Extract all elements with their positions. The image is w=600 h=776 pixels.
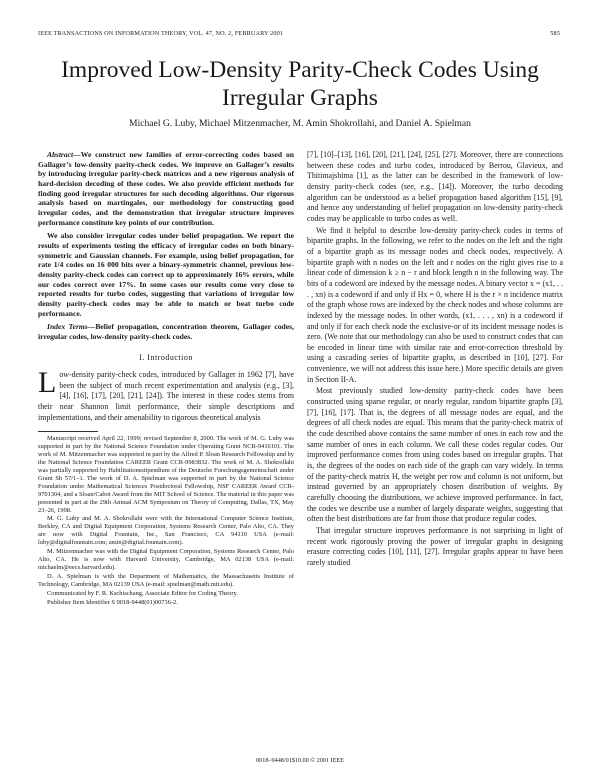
abstract-lead: Abstract— (47, 150, 81, 159)
paper-title: Improved Low-Density Parity-Check Codes Using Irregular Graphs (61, 57, 539, 111)
introduction-paragraph: Low-density parity-check codes, introduced by Gallager in 1962 [7], have been the subject of much recent experimentation and analysis (e.g., [3], [4], [16], [17], [20], [21], [24]). The interest in these codes stems from their near Shannon limit performance, their simple descriptions and implementations, and their amenability to rigorous theoretical analysis (38, 366, 294, 422)
body-paragraph-bipartite: We find it helpful to describe low-density parity-check codes in terms of bipartite graphs. In the following, we refer to the nodes on the left and the right of a bipartite graph as its message nodes and check nodes, respectively. A bipartite graph with n nodes on the left and r nodes on the right gives rise to a linear code of dimension k ≥ n − r and block length n in the following way. The bits of a codeword are indexed by the message nodes. A binary vector x = (x1, . . . , xn) is a codeword if and only if Hx = 0, where H is the r × n incidence matrix of the graph whose rows are indexed by the check nodes and whose columns are indexed by the message nodes. In other words, (x1, . . . , xn) is a codeword if and only if for each check node the exclusive-or of its incident message nodes is zero. (We note that our methodology can also be used to construct codes that can be encoded in linear time with similar rate and error-correction threshold by using a cascading series of bipartite graphs, as described in [10], [27]. For convenience, we will not address this issue here.) More specific details are given in Section II-A. (307, 225, 563, 384)
index-terms-text: Belief propagation, concentration theorem, Gallager codes, irregular codes, low-density parity-check codes. (38, 322, 294, 341)
abstract-paragraph-1 (38, 150, 294, 227)
page-number: 585 (550, 30, 560, 37)
section-heading-introduction: I. Introduction (139, 353, 193, 363)
footnotes (38, 435, 294, 606)
abstract-paragraph-2: We also consider irregular codes under belief propagation. We report the results of experiments testing the efficacy of irregular codes on both binary-symmetric and Gaussian channels. For example, using belief propagation, for rate 1/4 codes on 16 000 bits over a binary-symmetric channel, previous low-density parity-check codes can correct up to approximately 16% errors, while our codes correct over 17%. In some cases our results come very close to reported results for turbo codes, suggesting that variations of irregular low density parity-check codes may be able to match or beat turbo code performance. (38, 231, 294, 318)
body-paragraph-irregular: That irregular structure improves performance is not surprising in light of recent work rigorously proving the power of irregular graphs in designing erasure correcting codes [10], [11], [27]. Irregular graphs appear to have been rarely studied (307, 525, 563, 567)
body-paragraph-regular-codes: Most previously studied low-density parity-check codes have been constructed using sparse regular, or nearly regular, random bipartite graphs [3], [7], [16], [17]. That is, the degrees of all message nodes are equal, and the degrees of all check nodes are equal. This means that the parity-check matrix of the code described above contains the same number of ones in each row and the same number of ones in each column. We call these codes regular codes. Our improved performance comes from using codes based on irregular graphs. That is, the degrees of the nodes on each side of the graph can vary widely. In terms of the parity-check matrix H, the weight per row and column is not uniform, but instead governed by an appropriately chosen distribution of weights. By carefully choosing the distributions, we achieve improved performance. In fact, the codes we describe use a number of largely disparate weights, suggesting that often the best distributions are far from those that produce regular codes. (307, 386, 563, 524)
body-paragraph-continued: [7], [10]–[13], [16], [20], [21], [24], [25], [27]. Moreover, there are connections between these codes and turbo codes, introduced by Berrou, Glavieux, and Thitimajshima [1], as the latter can be described in the framework of low-density parity-check codes (see, e.g., [14]). Moreover, the turbo decoding algorithm can be understood as a belief propagation based algorithm [15], [9], and hence any understanding of belief propagation on low-density parity-check codes may be applicable to turbo codes as well. (307, 150, 563, 223)
footnote-publisher-id: Publisher Item Identifier S 0018-9448(01)00736-2. (47, 598, 178, 606)
footnote-mitzenmacher: M. Mitzenmacher was with the Digital Equipment Corporation, Systems Research Center, Palo Alto, CA. He is now with Harvard University, Cambridge, MA 02138 USA (e-mail: michaelm@eecs.harvard.edu). (38, 548, 294, 571)
footnote-luby-shokrollahi: M. G. Luby and M. A. Shokrollahi were with the International Computer Science Institute, Berkley, CA and Digital Equipment Corporation, Systems Research Center, Palo Alto, CA. They are now with Digital Fountain, Inc., San Francisco, CA 94110 USA (e-mail: luby@digitalfountain.com; amin@digital.fountain.com). (38, 515, 294, 547)
running-header (38, 30, 560, 37)
copyright-footer: 0018–9448/01$10.00 © 2001 IEEE (256, 757, 344, 764)
author-list: Michael G. Luby, Michael Mitzenmacher, M. Amin Shokrollahi, and Daniel A. Spielman (129, 118, 471, 129)
abstract-text-1: We construct new families of error-correcting codes based on Gallager’s low-density parity-check codes. We improve on Gallager’s results by introducing irregular parity-check matrices and a new rigorous analysis of hard-decision decoding of these codes. We also provide efficient methods for finding good irregular structures for such decoding algorithms. Our rigorous analysis based on martingales, our methodology for constructing good irregular codes, and the demonstration that irregular structure improves performance constitute key points of our contribution. (38, 150, 294, 227)
journal-running-title: IEEE TRANSACTIONS ON INFORMATION THEORY, VOL. 47, NO. 2, FEBRUARY 2001 (38, 30, 284, 37)
left-column (38, 150, 294, 607)
index-terms-lead: Index Terms— (47, 322, 96, 332)
footnote-spielman: D. A. Spielman is with the Department of Mathematics, the Massachusetts Institute of Technology, Cambridge, MA 02139 USA (e-mail: spielman@math.mit.edu). (38, 572, 294, 588)
footnote-communicated: Communicated by F. R. Kschischang, Associate Editor for Coding Theory. (47, 589, 238, 597)
index-terms (38, 322, 294, 341)
footnote-manuscript: Manuscript received April 22, 1999; revised September 8, 2000. The work of M. G. Luby was supported in part by the National Science Foundation under Operating Grant NCR-9416101. The work of M. Mitzenmacher was supported in part by the Alfred P. Sloan Research Fellowship and by the National Science Foundation CAREER Grant CCR-9983832. The work of M. A. Shokrollahi was partially supported by Habilitationsstipendium of the Deutsche Forschungsgemeinschaft under Grant Sh 57/1–1. The work of D. A. Spielman was supported in part by the National Science Foundation under Mathematical Sciences Postdoctoral Fellowship, NSF CAREER Award CCR-9701304, and a Sloan/Cabot Award from the MIT School of Science. The material in this paper was presented in part at the 29th Annual ACM Symposium on Theory of Computing, Dallas, TX, May 23–26, 1998. (38, 435, 294, 514)
footnote-divider (38, 431, 98, 432)
right-column (307, 150, 563, 569)
